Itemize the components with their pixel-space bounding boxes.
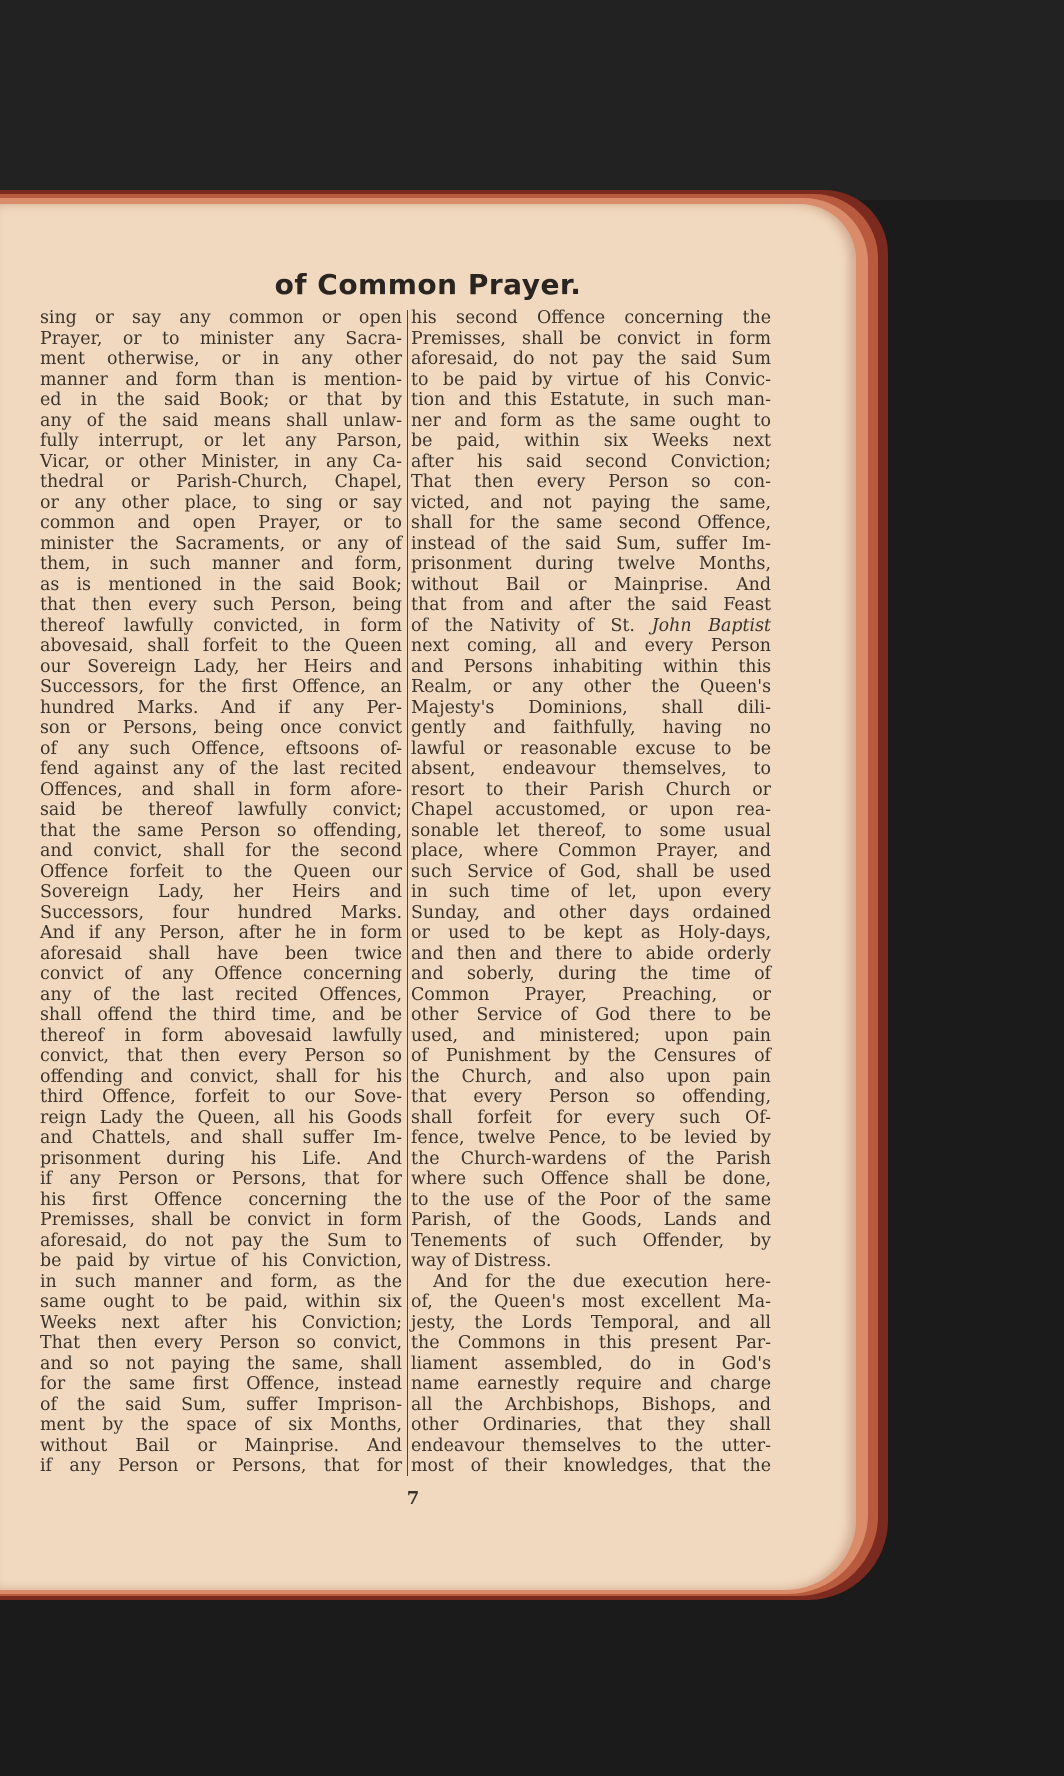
text-line: Offence forfeit to the Queen our	[40, 861, 402, 882]
text-line: Tenements of such Offender, by	[411, 1230, 771, 1251]
text-line: fence, twelve Pence, to be levied by	[411, 1128, 771, 1148]
text-line: thereof lawfully convicted, in form	[40, 615, 402, 636]
text-line: other Ordinaries, that they shall	[411, 1415, 771, 1435]
text-line: hundred Marks. And if any Per-	[40, 697, 402, 718]
text-line: convict of any Offence concerning	[40, 964, 402, 984]
text-line: third Offence, forfeit to our Sove-	[40, 1087, 402, 1107]
text-line: ner and form as the same ought to	[411, 410, 771, 431]
text-line: sonable let thereof, to some usual	[411, 820, 771, 841]
text-line: used, and ministered; upon pain	[411, 1025, 771, 1046]
text-line: be paid, within six Weeks next	[411, 431, 771, 451]
text-line: Premisses, shall be convict in form	[411, 328, 771, 349]
text-line: aforesaid, do not pay the Sum to	[40, 1230, 402, 1251]
text-line: such Service of God, shall be used	[411, 861, 771, 882]
text-line: fully interrupt, or let any Parson,	[40, 431, 402, 451]
text-line: all the Archbishops, Bishops, and	[411, 1394, 771, 1415]
text-line: offending and convict, shall for his	[40, 1066, 402, 1087]
text-line: That then every Person so con-	[411, 472, 771, 492]
text-line: most of their knowledges, that the	[411, 1456, 771, 1476]
text-line: that then every such Person, being	[40, 595, 402, 615]
text-line: other Service of God there to be	[411, 1005, 771, 1025]
text-line: Vicar, or other Minister, in any Ca-	[40, 451, 402, 472]
text-line: absent, endeavour themselves, to	[411, 759, 771, 779]
text-line: Sovereign Lady, her Heirs and	[40, 882, 402, 902]
text-line: fend against any of the last recited	[40, 759, 402, 779]
text-line: and Chattels, and shall suffer Im-	[40, 1128, 402, 1148]
text-line: thereof in form abovesaid lawfully	[40, 1025, 402, 1046]
text-line: Chapel accustomed, or upon rea-	[411, 800, 771, 820]
text-line: of the said Sum, suffer Imprison-	[40, 1394, 402, 1415]
text-line: any of the said means shall unlaw-	[40, 410, 402, 431]
text-line: and Persons inhabiting within this	[411, 656, 771, 677]
left-column	[40, 308, 402, 1477]
text-line: them, in such manner and form,	[40, 554, 402, 574]
text-line: of Punishment by the Censures of	[411, 1046, 771, 1066]
text-line: Realm, or any other the Queen's	[411, 677, 771, 697]
text-line: Prayer, or to minister any Sacra-	[40, 328, 402, 349]
text-line: to the use of the Poor of the same	[411, 1189, 771, 1210]
text-line: that every Person so offending,	[411, 1087, 771, 1107]
text-line: of any such Offence, eftsoons of-	[40, 738, 402, 759]
text-line: and convict, shall for the second	[40, 841, 402, 861]
text-line: liament assembled, do in God's	[411, 1353, 771, 1374]
text-line: Successors, four hundred Marks.	[40, 902, 402, 923]
text-line: be paid by virtue of his Conviction,	[40, 1251, 402, 1271]
text-line: same ought to be paid, within six	[40, 1292, 402, 1312]
text-line: or used to be kept as Holy-days,	[411, 923, 771, 943]
text-line: manner and form than is mention-	[40, 369, 402, 390]
right-column	[411, 308, 771, 1477]
text-line: tion and this Estatute, in such man-	[411, 390, 771, 410]
text-line: the Commons in this present Par-	[411, 1333, 771, 1353]
text-line: said be thereof lawfully convict;	[40, 800, 402, 820]
text-line: resort to their Parish Church or	[411, 779, 771, 800]
text-line: ed in the said Book; or that by	[40, 390, 402, 410]
text-line: Weeks next after his Conviction;	[40, 1312, 402, 1333]
text-line: without Bail or Mainprise. And	[411, 574, 771, 595]
text-line: Premisses, shall be convict in form	[40, 1210, 402, 1230]
text-line: any of the last recited Offences,	[40, 984, 402, 1005]
text-line: or any other place, to sing or say	[40, 492, 402, 513]
background	[0, 0, 1064, 200]
text-line: after his said second Conviction;	[411, 451, 771, 472]
text-line: name earnestly require and charge	[411, 1374, 771, 1394]
text-line: Parish, of the Goods, Lands and	[411, 1210, 771, 1230]
text-line: instead of the said Sum, suffer Im-	[411, 533, 771, 554]
text-line: shall forfeit for every such Of-	[411, 1107, 771, 1128]
text-line: where such Offence shall be done,	[411, 1169, 771, 1189]
text-line: his first Offence concerning the	[40, 1189, 402, 1210]
running-head: of Common Prayer.	[274, 268, 582, 301]
text-line: ment by the space of six Months,	[40, 1415, 402, 1435]
italic-name: John Baptist	[651, 615, 771, 636]
text-line: victed, and not paying the same,	[411, 492, 771, 513]
text-line: Majesty's Dominions, shall dili-	[411, 697, 771, 718]
text-line: aforesaid, do not pay the said Sum	[411, 349, 771, 369]
text-line: shall for the same second Offence,	[411, 513, 771, 533]
text-line: gently and faithfully, having no	[411, 718, 771, 738]
text-line: lawful or reasonable excuse to be	[411, 738, 771, 759]
text-line: jesty, the Lords Temporal, and all	[411, 1312, 771, 1333]
text-line: and so not paying the same, shall	[40, 1353, 402, 1374]
text-line: our Sovereign Lady, her Heirs and	[40, 656, 402, 677]
text-line: son or Persons, being once convict	[40, 718, 402, 738]
text-line: aforesaid shall have been twice	[40, 943, 402, 964]
text-line: in such time of let, upon every	[411, 882, 771, 902]
text-line: the Church, and also upon pain	[411, 1066, 771, 1087]
text-line: endeavour themselves to the utter-	[411, 1435, 771, 1456]
text-line: Offences, and shall in form afore-	[40, 779, 402, 800]
text-line: prisonment during his Life. And	[40, 1148, 402, 1169]
text-line: common and open Prayer, or to	[40, 513, 402, 533]
text-line: And if any Person, after he in form	[40, 923, 402, 943]
column-rule	[407, 310, 408, 1476]
text-line: and soberly, during the time of	[411, 964, 771, 984]
text-line: reign Lady the Queen, all his Goods	[40, 1107, 402, 1128]
text-line: if any Person or Persons, that for	[40, 1456, 402, 1476]
text-line: way of Distress.	[411, 1251, 552, 1271]
text-line: place, where Common Prayer, and	[411, 841, 771, 861]
text-line: to be paid by virtue of his Convic-	[411, 369, 771, 390]
text-line: minister the Sacraments, or any of	[40, 533, 402, 554]
text-line: And for the due execution here-	[433, 1271, 771, 1292]
text-line: if any Person or Persons, that for	[40, 1169, 402, 1189]
text-line: his second Offence concerning the	[411, 308, 771, 328]
text-line: that from and after the said Feast	[411, 595, 771, 615]
page-number: 7	[406, 1488, 420, 1509]
text-line: Successors, for the first Offence, an	[40, 677, 402, 697]
text-line: of, the Queen's most excellent Ma-	[411, 1292, 771, 1312]
text-line: and then and there to abide orderly	[411, 943, 771, 964]
text-line: sing or say any common or open	[40, 308, 402, 328]
text-line: abovesaid, shall forfeit to the Queen	[40, 636, 402, 656]
text-line: convict, that then every Person so	[40, 1046, 402, 1066]
text-line: Sunday, and other days ordained	[411, 902, 771, 923]
text-line: without Bail or Mainprise. And	[40, 1435, 402, 1456]
text-line: next coming, all and every Person	[411, 636, 771, 656]
text-line: for the same first Offence, instead	[40, 1374, 402, 1394]
text-line: shall offend the third time, and be	[40, 1005, 402, 1025]
text-line: in such manner and form, as the	[40, 1271, 402, 1292]
text-line: prisonment during twelve Months,	[411, 554, 771, 574]
text-line: thedral or Parish-Church, Chapel,	[40, 472, 402, 492]
text-line: that the same Person so offending,	[40, 820, 402, 841]
text-line: as is mentioned in the said Book;	[40, 574, 402, 595]
text-line: the Church-wardens of the Parish	[411, 1148, 771, 1169]
text-line: That then every Person so convict,	[40, 1333, 402, 1353]
text-line: Common Prayer, Preaching, or	[411, 984, 771, 1005]
text-line: of the Nativity of St. John Baptist	[411, 615, 771, 636]
text-line: ment otherwise, or in any other	[40, 349, 402, 369]
